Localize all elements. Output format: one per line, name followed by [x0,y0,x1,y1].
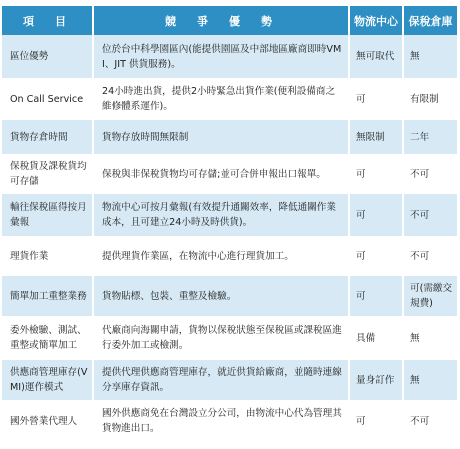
advantage-cell: 國外供應商免在台灣設立分公司，由物流中心代為管理其貨物進出口。 [93,401,349,441]
header-item: 項 目 [2,6,93,35]
advantage-cell: 24小時進出貨，提供2小時緊急出貨作業(便利設備商之維修體系運作)。 [93,79,349,119]
advantage-cell: 物流中心可按月彙報(有效提升通關效率，降低通關作業成本，且可建立24小時及時供貨)。 [93,193,349,237]
logistics-cell: 無可取代 [349,35,403,79]
bonded-cell: 不可 [403,193,457,237]
advantage-cell: 提供理貨作業區，在物流中心進行理貨加工。 [93,237,349,275]
item-cell: On Call Service [2,79,93,119]
logistics-cell: 可 [349,237,403,275]
item-cell: 貨物存倉時間 [2,119,93,155]
logistics-cell: 可 [349,275,403,317]
item-cell: 輸往保稅區得按月彙報 [2,193,93,237]
bonded-cell: 無 [403,317,457,359]
advantage-cell: 位於台中科學園區內(能提供園區及中部地區廠商即時VMI、JIT 供貨服務)。 [93,35,349,79]
table-row [2,193,457,237]
item-cell: 簡單加工重整業務 [2,275,93,317]
header-row [2,6,457,35]
advantage-cell: 保稅與非保稅貨物均可存儲;並可合併申報出口報單。 [93,155,349,193]
header-advantage: 競 爭 優 勢 [93,6,349,35]
logistics-cell: 無限制 [349,119,403,155]
advantage-cell: 提供代理供應商管理庫存，就近供貨給廠商，並隨時連線分享庫存資訊。 [93,359,349,401]
table-row [2,119,457,155]
header-logistics-center: 物流中心 [349,6,403,35]
logistics-cell: 可 [349,155,403,193]
table-row [2,155,457,193]
advantage-cell: 貨物存放時間無限制 [93,119,349,155]
bonded-cell: 有限制 [403,79,457,119]
item-cell: 區位優勢 [2,35,93,79]
logistics-cell: 可 [349,79,403,119]
table-row [2,275,457,317]
table-row [2,317,457,359]
logistics-cell: 可 [349,401,403,441]
table-row [2,359,457,401]
bonded-cell: 可(需繳交規費) [403,275,457,317]
comparison-table [2,6,457,442]
bonded-cell: 無 [403,35,457,79]
bonded-cell: 不可 [403,401,457,441]
item-cell: 國外營業代理人 [2,401,93,441]
item-cell: 委外檢驗、測試、重整或簡單加工 [2,317,93,359]
logistics-cell: 可 [349,193,403,237]
bonded-cell: 二年 [403,119,457,155]
table-row [2,237,457,275]
table-row [2,79,457,119]
item-cell: 保稅貨及課稅貨均可存儲 [2,155,93,193]
header-bonded-warehouse: 保稅倉庫 [403,6,457,35]
item-cell: 供應商管理庫存(VMI)運作模式 [2,359,93,401]
table-row [2,35,457,79]
bonded-cell: 不可 [403,155,457,193]
logistics-cell: 具備 [349,317,403,359]
bonded-cell: 無 [403,359,457,401]
advantage-cell: 代廠商向海關申請，貨物以保稅狀態至保稅區或課稅區進行委外加工或檢測。 [93,317,349,359]
table-row [2,401,457,441]
bonded-cell: 不可 [403,237,457,275]
logistics-cell: 量身訂作 [349,359,403,401]
advantage-cell: 貨物貼標、包裝、重整及檢驗。 [93,275,349,317]
item-cell: 理貨作業 [2,237,93,275]
